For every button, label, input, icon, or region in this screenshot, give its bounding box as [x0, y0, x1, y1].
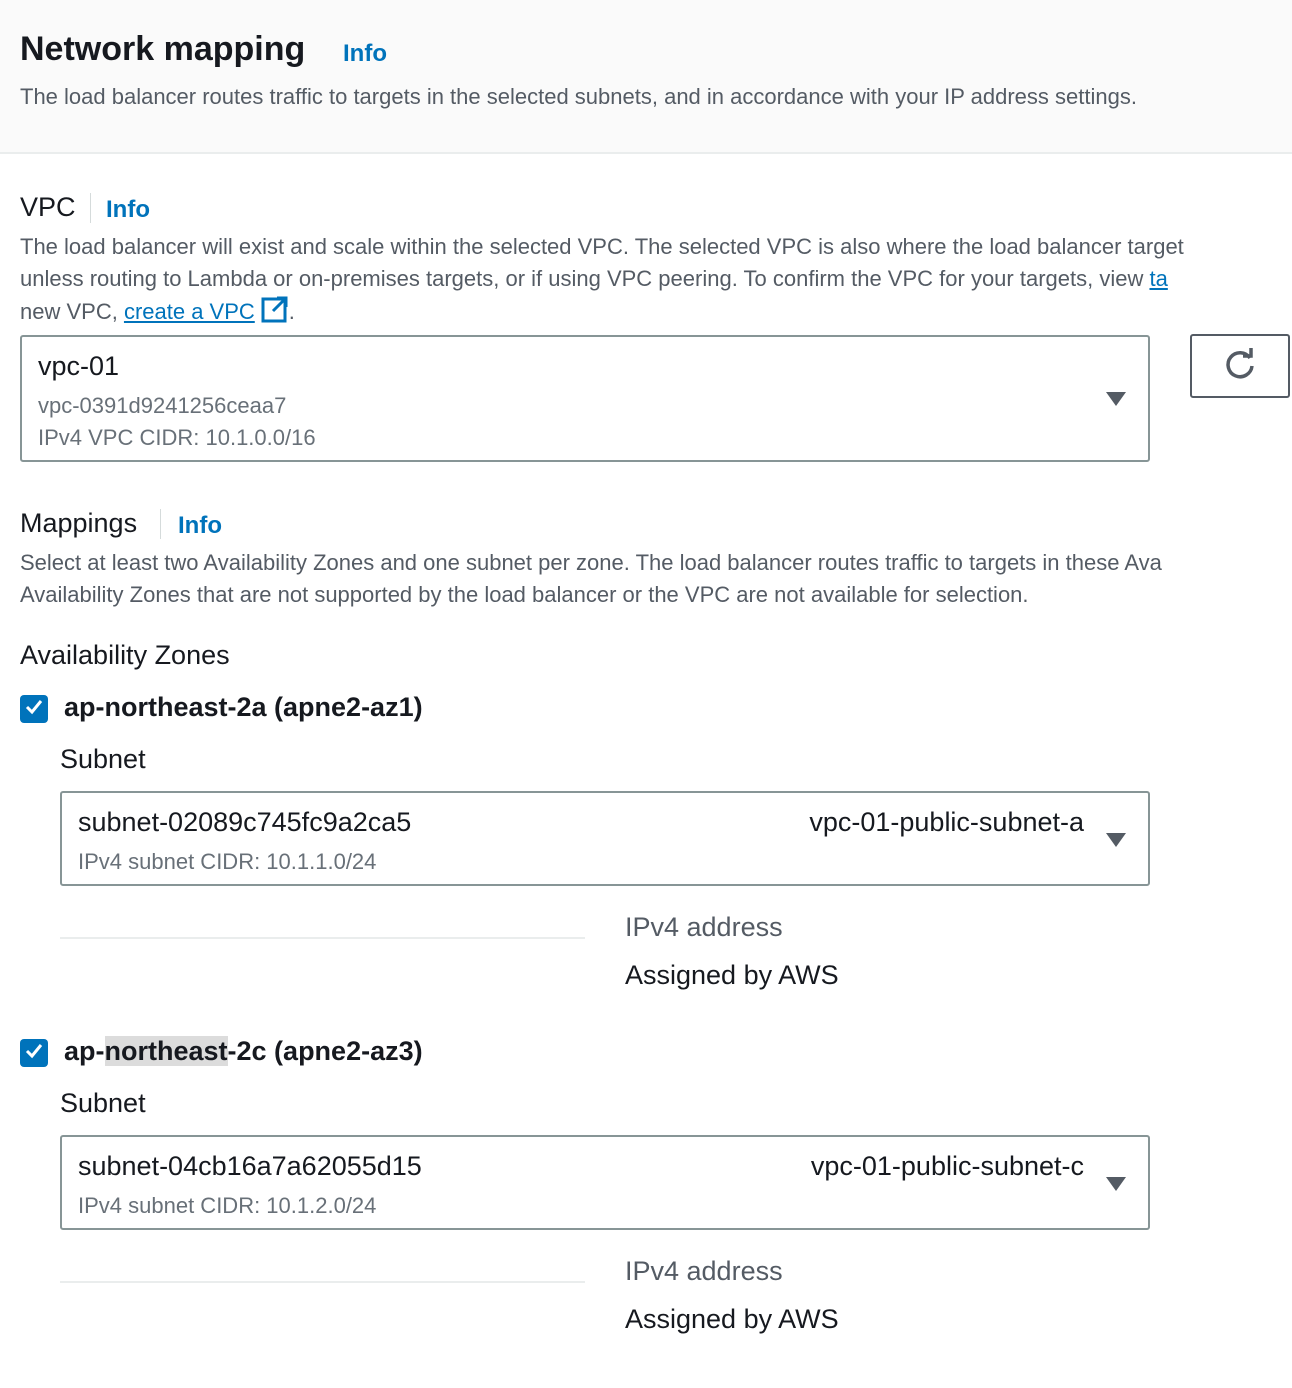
zone-c-ipv4-label: IPv4 address	[625, 1256, 783, 1286]
zone-a-subnet-select[interactable]	[60, 791, 1150, 886]
create-vpc-link[interactable]: create a VPC	[124, 299, 289, 324]
subnet-id: subnet-04cb16a7a62055d15	[78, 1151, 422, 1181]
refresh-button[interactable]	[1190, 334, 1290, 398]
vpc-select[interactable]	[20, 335, 1150, 462]
page-title: Network mapping	[20, 30, 306, 68]
info-link[interactable]: Info	[343, 40, 387, 67]
vpc-info-link[interactable]: Info	[106, 196, 150, 223]
subnet-cidr: IPv4 subnet CIDR: 10.1.2.0/24	[78, 1193, 377, 1218]
section-header	[0, 0, 1292, 154]
availability-zones-heading: Availability Zones	[20, 640, 230, 670]
caret-down-icon	[1106, 392, 1126, 406]
zone-a-label: ap-northeast-2a (apne2-az1)	[64, 692, 423, 722]
vpc-id: vpc-0391d9241256ceaa7	[38, 393, 287, 418]
zone-c-label: ap-northeast-2c (apne2-az3)	[64, 1036, 423, 1066]
mappings-info-link[interactable]: Info	[178, 512, 222, 539]
mappings-label: Mappings	[20, 508, 138, 538]
mappings-description-line-1: Select at least two Availability Zones and one subnet per zone. The load balancer routes traffic to targets in these Ava	[20, 550, 1162, 575]
caret-down-icon	[1106, 1177, 1126, 1191]
subnet-name: vpc-01-public-subnet-a	[809, 807, 1084, 837]
zone-c-subnet-label: Subnet	[60, 1088, 146, 1118]
vpc-name: vpc-01	[38, 351, 120, 381]
subnet-id: subnet-02089c745fc9a2ca5	[78, 807, 412, 837]
vpc-cidr: IPv4 VPC CIDR: 10.1.0.0/16	[38, 425, 316, 450]
section-description: The load balancer routes traffic to targets in the selected subnets, and in accordance with your IP address settings.	[20, 84, 1137, 109]
zone-c-checkbox[interactable]	[20, 1039, 48, 1067]
divider	[90, 193, 91, 223]
divider	[60, 937, 585, 939]
zone-c-subnet-select[interactable]	[60, 1135, 1150, 1230]
caret-down-icon	[1106, 833, 1126, 847]
vpc-description-line-2: unless routing to Lambda or on-premises targets, or if using VPC peering. To confirm the VPC for your targets, view ta	[20, 266, 1168, 291]
zone-a-ipv4-value: Assigned by AWS	[625, 960, 839, 990]
checkmark-icon	[24, 697, 44, 722]
vpc-label: VPC	[20, 192, 76, 222]
refresh-icon	[1222, 346, 1258, 387]
vpc-description-line-1: The load balancer will exist and scale within the selected VPC. The selected VPC is also where the load balancer target	[20, 234, 1184, 259]
subnet-cidr: IPv4 subnet CIDR: 10.1.1.0/24	[78, 849, 377, 874]
divider	[60, 1281, 585, 1283]
targets-link[interactable]: ta	[1149, 266, 1168, 291]
divider	[160, 509, 161, 539]
vpc-description-line-3: new VPC, create a VPC .	[20, 295, 295, 332]
zone-a-ipv4-label: IPv4 address	[625, 912, 783, 942]
subnet-name: vpc-01-public-subnet-c	[810, 1151, 1084, 1181]
zone-a-checkbox[interactable]	[20, 695, 48, 723]
mappings-description-line-2: Availability Zones that are not supported by the load balancer or the VPC are not available for selection.	[20, 582, 1029, 607]
zone-c-ipv4-value: Assigned by AWS	[625, 1304, 839, 1334]
external-link-icon	[261, 295, 289, 332]
zone-a-subnet-label: Subnet	[60, 744, 146, 774]
checkmark-icon	[24, 1041, 44, 1066]
